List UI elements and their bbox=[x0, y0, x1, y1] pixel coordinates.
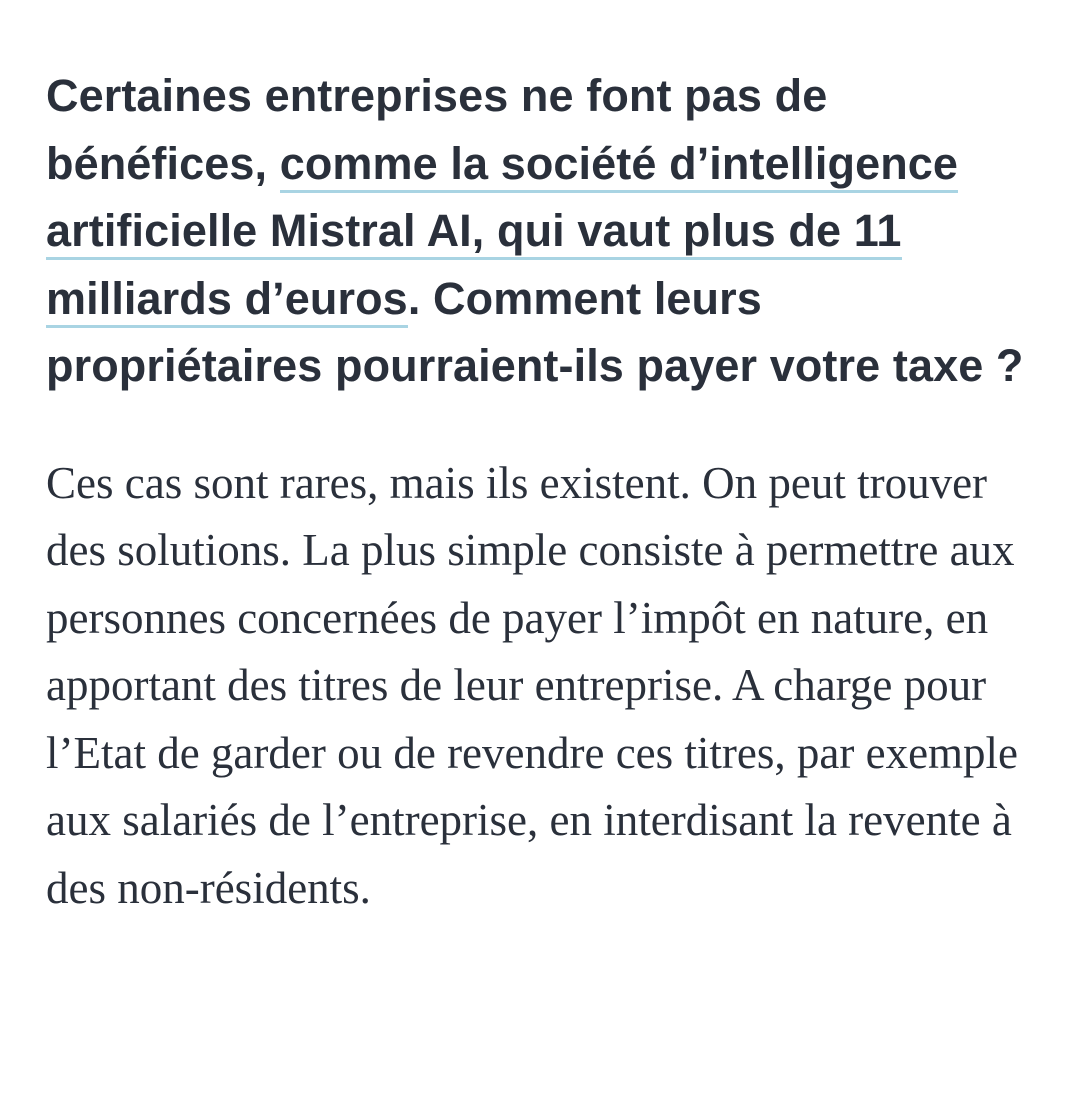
interview-answer: Ces cas sont rares, mais ils existent. On peut trouver des solutions. La plus simple consiste à permettre aux personnes concernées de payer l’impôt en nature, en apportant des titres de leur entreprise. A charge pour l’Etat de garder ou de revendre ces titres, par exemple aux salariés de l’entreprise, en interdisant la revente à des non-résidents. bbox=[46, 457, 1019, 914]
question-intro: Certaines entreprises ne font pas de bénéfices, bbox=[46, 70, 828, 189]
mistral-ai-link[interactable]: comme la société d’intelligence artificielle Mistral AI, qui vaut plus de 11 milliards d’euros bbox=[46, 138, 958, 328]
question-outro: . Comment leurs propriétaires pourraient-ils payer votre taxe ? bbox=[46, 272, 1024, 391]
interview-question bbox=[46, 62, 1036, 400]
article-body bbox=[46, 62, 1036, 923]
